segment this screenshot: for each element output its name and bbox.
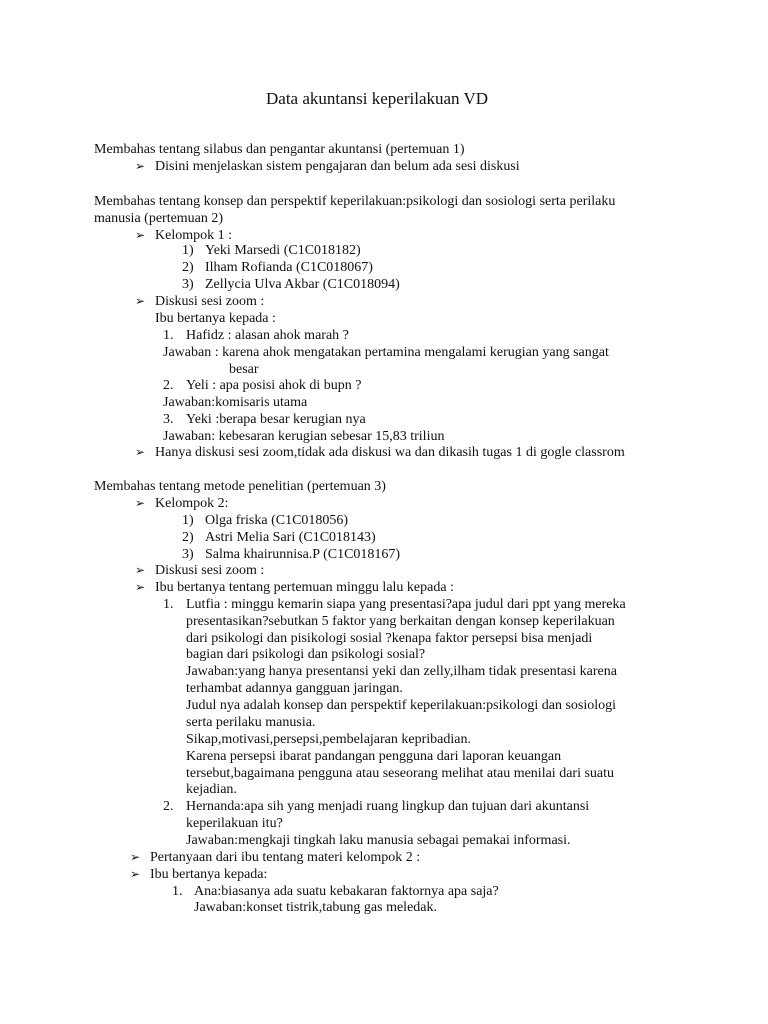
ask-label: Ibu bertanya tentang pertemuan minggu lalu kepada :: [155, 580, 454, 595]
arrowhead-bullet-icon: ➢: [135, 580, 146, 594]
answer-text: Jawaban:konset tistrik,tabung gas meledak.: [194, 900, 437, 915]
zoom-discussion-label: Diskusi sesi zoom :: [155, 563, 265, 578]
item1-line: presentasikan?sebutkan 5 faktor yang berkaitan dengan konsep keperilakuan: [186, 614, 615, 629]
group2-label: Kelompok 2:: [155, 496, 229, 511]
ask2-label: Ibu bertanya kepada:: [150, 867, 268, 882]
item1-line: terhambat adannya gangguan jaringan.: [186, 681, 403, 696]
item1-line: Sikap,motivasi,persepsi,pembelajaran kepribadian.: [186, 732, 471, 747]
question-number: 3.: [163, 412, 174, 427]
item1-line: Lutfia : minggu kemarin siapa yang presentasi?apa judul dari ppt yang mereka: [186, 597, 626, 612]
member-name: Zellycia Ulva Akbar (C1C018094): [205, 277, 400, 292]
item1-line: serta perilaku manusia.: [186, 715, 316, 730]
item2-line: keperilakuan itu?: [186, 816, 283, 831]
answer-text: besar: [229, 362, 259, 377]
item1-line: bagian dari psikologi dan psikologi sosial?: [186, 647, 426, 662]
meeting3-heading: Membahas tentang metode penelitian (pertemuan 3): [94, 479, 386, 494]
item1-line: Jawaban:yang hanya presentansi yeki dan zelly,ilham tidak presentasi karena: [186, 664, 617, 679]
member-number: 3): [182, 547, 194, 562]
item2-line: Hernanda:apa sih yang menjadi ruang lingkup dan tujuan dari akuntansi: [186, 799, 590, 814]
item1-line: dari psikologi dan pisikologi sosial ?kenapa faktor persepsi bisa menjadi: [186, 631, 593, 646]
meeting1-bullet: Disini menjelaskan sistem pengajaran dan belum ada sesi diskusi: [155, 159, 520, 174]
member-number: 3): [182, 277, 194, 292]
ask-label: Ibu bertanya kepada :: [155, 311, 276, 326]
item2-line: Jawaban:mengkaji tingkah laku manusia sebagai pemakai informasi.: [186, 833, 571, 848]
member-number: 1): [182, 243, 194, 258]
question-text: Yeli : apa posisi ahok di bupn ?: [186, 378, 362, 393]
member-number: 2): [182, 530, 194, 545]
question-label: Pertanyaan dari ibu tentang materi kelompok 2 :: [150, 850, 421, 865]
answer-text: Jawaban : karena ahok mengatakan pertamina mengalami kerugian yang sangat: [163, 345, 609, 360]
arrowhead-bullet-icon: ➢: [135, 294, 146, 308]
arrowhead-bullet-icon: ➢: [135, 563, 146, 577]
question-text: Hafidz : alasan ahok marah ?: [186, 328, 349, 343]
arrowhead-bullet-icon: ➢: [135, 445, 146, 459]
question-number: 2.: [163, 378, 174, 393]
question-text: Yeki :berapa besar kerugian nya: [186, 412, 366, 427]
arrowhead-bullet-icon: ➢: [135, 159, 146, 173]
meeting2-note: Hanya diskusi sesi zoom,tidak ada diskusi wa dan dikasih tugas 1 di gogle classrom: [155, 445, 625, 460]
item-number: 1.: [163, 597, 174, 612]
member-name: Ilham Rofianda (C1C018067): [205, 260, 373, 275]
answer-text: Jawaban:komisaris utama: [163, 395, 308, 410]
question-number: 1.: [172, 884, 183, 899]
arrowhead-bullet-icon: ➢: [135, 228, 146, 242]
member-name: Astri Melia Sari (C1C018143): [205, 530, 376, 545]
answer-text: Jawaban: kebesaran kerugian sebesar 15,83 triliun: [163, 429, 445, 444]
meeting2-heading-line2: manusia (pertemuan 2): [94, 211, 224, 226]
arrowhead-bullet-icon: ➢: [135, 496, 146, 510]
zoom-discussion-label: Diskusi sesi zoom :: [155, 294, 265, 309]
arrowhead-bullet-icon: ➢: [130, 850, 141, 864]
member-name: Yeki Marsedi (C1C018182): [205, 243, 361, 258]
group1-label: Kelompok 1 :: [155, 228, 232, 243]
member-number: 1): [182, 513, 194, 528]
item1-line: kejadian.: [186, 782, 237, 797]
arrowhead-bullet-icon: ➢: [130, 867, 141, 881]
question-text: Ana:biasanya ada suatu kebakaran faktornya apa saja?: [194, 884, 499, 899]
member-number: 2): [182, 260, 194, 275]
member-name: Olga friska (C1C018056): [205, 513, 349, 528]
item1-line: Karena persepsi ibarat pandangan pengguna dari laporan keuangan: [186, 749, 562, 764]
item-number: 2.: [163, 799, 174, 814]
document-title: Data akuntansi keperilakuan VD: [266, 89, 489, 108]
member-name: Salma khairunnisa.P (C1C018167): [205, 547, 401, 562]
item1-line: tersebut,bagaimana pengguna atau seseorang melihat atau menilai dari suatu: [186, 766, 615, 781]
meeting1-heading: Membahas tentang silabus dan pengantar akuntansi (pertemuan 1): [94, 142, 465, 157]
item1-line: Judul nya adalah konsep dan perspektif keperilakuan:psikologi dan sosiologi: [186, 698, 617, 713]
question-number: 1.: [163, 328, 174, 343]
meeting2-heading-line1: Membahas tentang konsep dan perspektif keperilakuan:psikologi dan sosiologi serta perilaku: [94, 194, 616, 209]
